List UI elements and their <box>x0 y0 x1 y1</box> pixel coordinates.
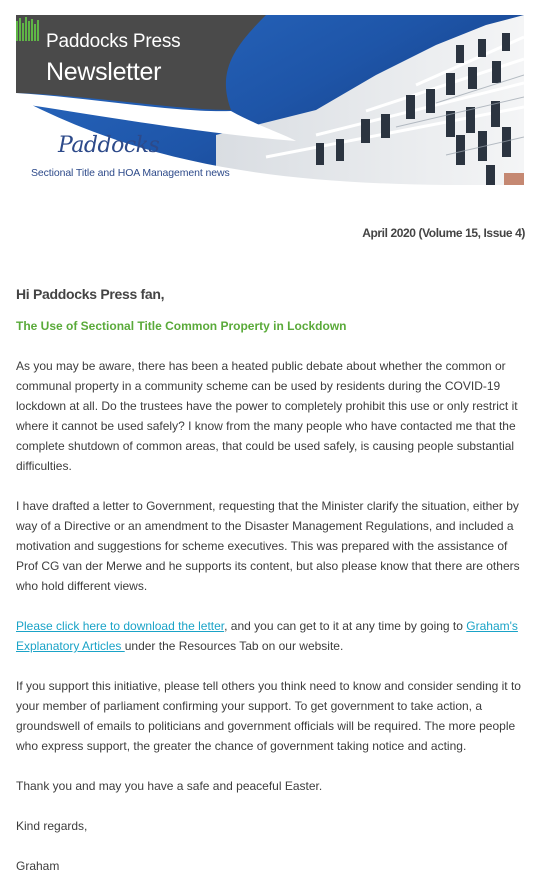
paragraph-thanks: Thank you and may you have a safe and peaceful Easter. <box>16 779 323 793</box>
paragraph-download-tail: under the Resources Tab on our website. <box>124 639 344 653</box>
issue-info: April 2020 (Volume 15, Issue 4) <box>362 226 525 240</box>
paragraph-download-text: , and you can get to it at any time by going to <box>224 619 467 633</box>
article-body <box>16 356 524 896</box>
paddocks-logo-icon <box>16 15 40 41</box>
paragraph-intro: As you may be aware, there has been a heated public debate about whether the common or communal property in a community scheme can be used by residents during the COVID-19 lockdown at all. Do the trustees have the power to completely prohibit this use or only restrict it where it cannot be used safely? I know from the many people who have contacted me that the complete shutdown of common areas, that could be used safely, is causing people substantial difficulties. <box>16 359 518 473</box>
article-title: The Use of Sectional Title Common Property in Lockdown <box>16 319 347 333</box>
paragraph-support: If you support this initiative, please tell others you think need to know and consider sending it to your member of parliament confirming your support. To get government to take action, a groundswell of emails to politicians and government officials will be required. The more people who express support, the greater the chance of government taking notice and acting. <box>16 679 521 753</box>
newsletter-banner <box>16 15 524 185</box>
logo-tagline: Sectional Title and HOA Management news <box>31 167 230 179</box>
closing: Kind regards, <box>16 819 88 833</box>
publication-name: Paddocks Press <box>46 31 181 52</box>
explanatory-articles-link[interactable]: Graham's Explanatory Articles <box>16 619 518 653</box>
paragraph-letter: I have drafted a letter to Government, requesting that the Minister clarify the situation, either by way of a Directive or an amendment to the Disaster Management Regulations, and included a motivation and suggestions for scheme executives. This was prepared with the assistance of Prof CG van der Merwe and he supports its content, but also please know that there are others who hold different views. <box>16 499 520 593</box>
logo-wordmark: Paddocks <box>58 133 160 158</box>
download-letter-link[interactable]: Please click here to download the letter <box>16 619 225 633</box>
signature: Graham <box>16 859 60 873</box>
paragraph-download <box>16 616 524 656</box>
publication-type: Newsletter <box>46 58 162 86</box>
greeting: Hi Paddocks Press fan, <box>16 286 165 302</box>
